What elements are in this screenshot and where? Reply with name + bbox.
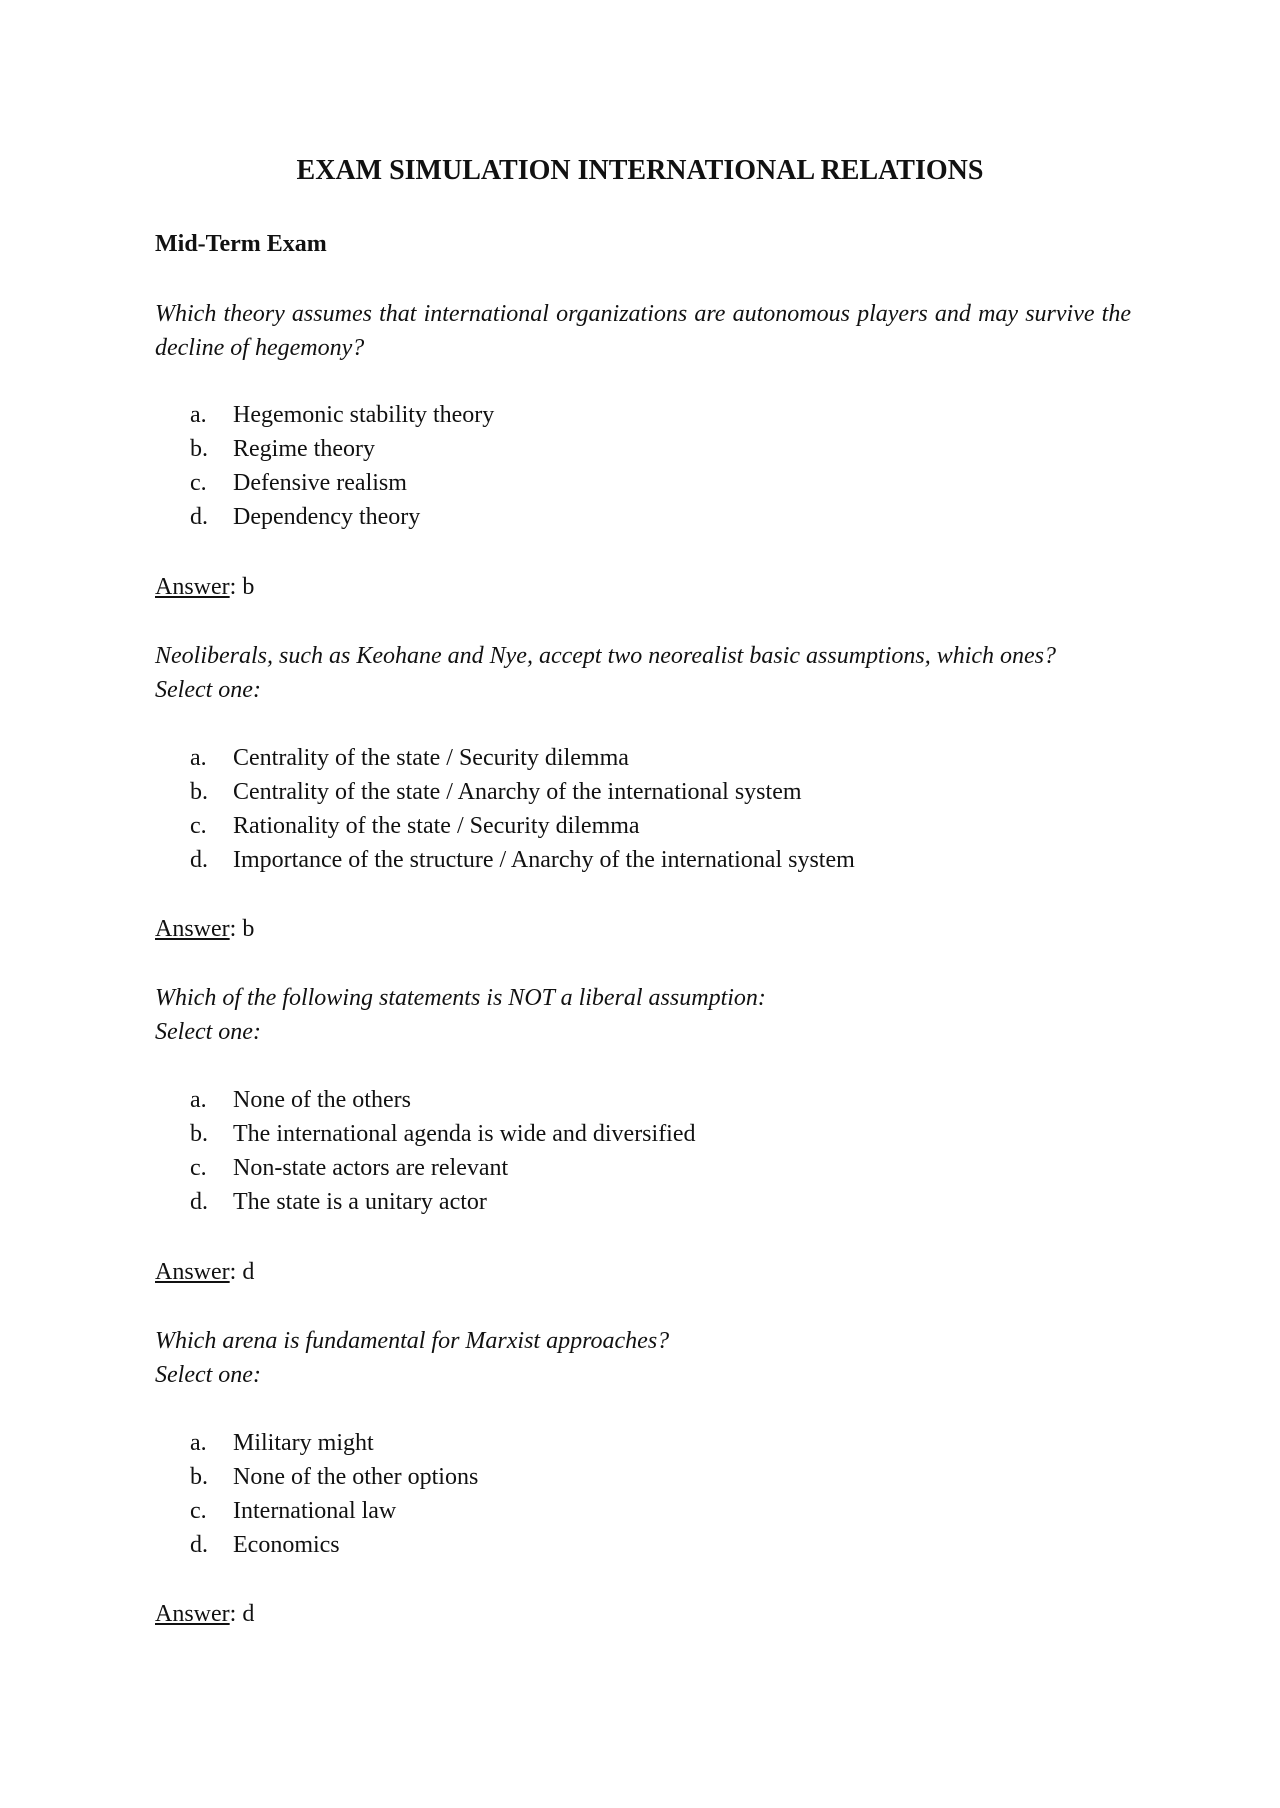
question-1-options	[190, 398, 494, 534]
answer-value: d	[242, 1259, 255, 1285]
answer-label: Answer	[155, 1601, 230, 1627]
option-letter: a.	[190, 402, 207, 428]
question-3-options	[190, 1083, 696, 1219]
answer-label: Answer	[155, 916, 230, 942]
option-item	[190, 1117, 696, 1151]
question-1-text: Which theory assumes that international organizations are autonomous players and may survive the decline of hegemony?	[155, 301, 1131, 361]
option-item	[190, 1083, 696, 1117]
option-item	[190, 1460, 478, 1494]
question-2-instruction: Select one:	[155, 677, 261, 703]
option-letter: a.	[190, 1430, 207, 1456]
question-4-instruction: Select one:	[155, 1362, 261, 1388]
option-item	[190, 432, 494, 466]
answer-separator: :	[229, 1601, 237, 1627]
question-2	[155, 639, 1131, 707]
option-text: Economics	[233, 1532, 340, 1558]
option-item	[190, 466, 494, 500]
option-text: Rationality of the state / Security dilemma	[233, 813, 640, 839]
answer-separator: :	[229, 1259, 237, 1285]
option-letter: a.	[190, 1087, 207, 1113]
question-4-options	[190, 1426, 478, 1562]
option-letter: a.	[190, 745, 207, 771]
option-item	[190, 1528, 478, 1562]
answer-4	[155, 1599, 254, 1629]
option-letter: c.	[190, 470, 207, 496]
answer-label: Answer	[155, 1259, 230, 1285]
option-text: The state is a unitary actor	[233, 1189, 487, 1215]
option-text: Importance of the structure / Anarchy of the international system	[233, 847, 855, 873]
option-text: None of the others	[233, 1087, 411, 1113]
option-text: Dependency theory	[233, 504, 421, 530]
option-item	[190, 809, 855, 843]
question-2-options	[190, 741, 855, 877]
answer-2	[155, 914, 254, 944]
question-1	[155, 297, 1131, 365]
answer-value: b	[242, 916, 255, 942]
question-3-instruction: Select one:	[155, 1019, 261, 1045]
option-item	[190, 843, 855, 877]
option-item	[190, 398, 494, 432]
question-3	[155, 981, 1131, 1049]
option-text: International law	[233, 1498, 397, 1524]
option-item	[190, 1494, 478, 1528]
answer-separator: :	[229, 916, 237, 942]
option-item	[190, 741, 855, 775]
answer-value: d	[242, 1601, 255, 1627]
option-letter: b.	[190, 779, 208, 805]
option-item	[190, 775, 855, 809]
option-item	[190, 500, 494, 534]
option-text: Military might	[233, 1430, 374, 1456]
question-4-text: Which arena is fundamental for Marxist approaches?	[155, 1328, 670, 1354]
answer-value: b	[242, 574, 255, 600]
option-text: Defensive realism	[233, 470, 407, 496]
option-item	[190, 1426, 478, 1460]
option-text: Centrality of the state / Anarchy of the international system	[233, 779, 802, 805]
option-letter: c.	[190, 813, 207, 839]
option-letter: d.	[190, 504, 208, 530]
answer-label: Answer	[155, 574, 230, 600]
answer-3	[155, 1257, 254, 1287]
question-3-text: Which of the following statements is NOT a liberal assumption:	[155, 985, 766, 1011]
answer-1	[155, 572, 254, 602]
option-item	[190, 1185, 696, 1219]
option-letter: d.	[190, 847, 208, 873]
option-letter: b.	[190, 1464, 208, 1490]
option-letter: b.	[190, 1121, 208, 1147]
question-4	[155, 1324, 1131, 1392]
option-letter: d.	[190, 1532, 208, 1558]
option-letter: b.	[190, 436, 208, 462]
option-text: Non-state actors are relevant	[233, 1155, 509, 1181]
option-letter: c.	[190, 1155, 207, 1181]
option-letter: d.	[190, 1189, 208, 1215]
answer-separator: :	[229, 574, 237, 600]
document-title: EXAM SIMULATION INTERNATIONAL RELATIONS	[296, 155, 984, 186]
option-text: Centrality of the state / Security dilemma	[233, 745, 629, 771]
option-text: None of the other options	[233, 1464, 479, 1490]
option-item	[190, 1151, 696, 1185]
option-text: Hegemonic stability theory	[233, 402, 495, 428]
option-text: The international agenda is wide and diversified	[233, 1121, 696, 1147]
exam-subtitle: Mid-Term Exam	[155, 231, 327, 257]
option-text: Regime theory	[233, 436, 375, 462]
question-2-text: Neoliberals, such as Keohane and Nye, accept two neorealist basic assumptions, which ones?	[155, 643, 1057, 669]
option-letter: c.	[190, 1498, 207, 1524]
